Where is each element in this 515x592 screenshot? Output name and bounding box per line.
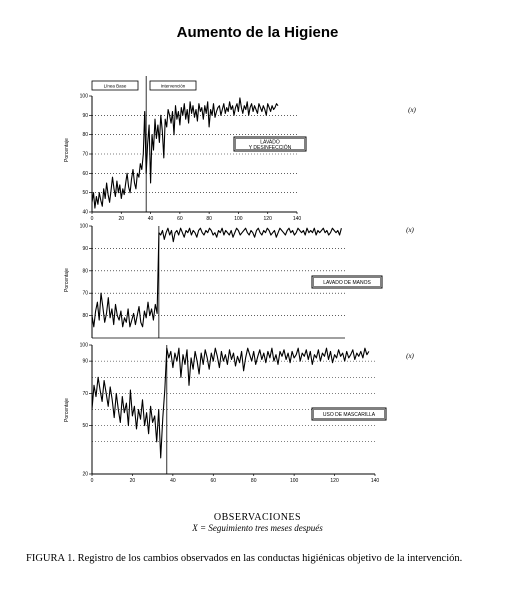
y-tick-label-0-6: 100 <box>79 93 88 100</box>
series-line-2 <box>92 348 369 458</box>
behavior-label-0-0: LAVADO <box>260 139 280 146</box>
x-tick-label-2-3: 60 <box>210 478 217 484</box>
y-tick-label-1-0: 80 <box>82 313 88 320</box>
y-tick-label-1-4: 100 <box>79 223 88 230</box>
y-tick-label-2-4: 100 <box>79 342 88 349</box>
y-tick-label-1-3: 90 <box>82 245 88 252</box>
behavior-label-0-1: Y DESINFECCIÓN <box>248 144 292 151</box>
x-tick-label-0-3: 60 <box>177 216 183 222</box>
followup-mark-0: (x) <box>408 106 416 114</box>
x-tick-label-0-5: 100 <box>234 216 243 222</box>
phase-label-intervention: Intervención <box>160 83 186 89</box>
y-tick-label-0-5: 90 <box>82 112 88 119</box>
followup-mark-1: (x) <box>406 226 414 234</box>
y-tick-label-0-2: 60 <box>82 170 88 177</box>
y-axis-title-0: Porcentaje <box>64 138 70 162</box>
x-tick-label-0-0: 0 <box>90 216 94 222</box>
x-tick-label-2-7: 140 <box>370 478 380 484</box>
x-tick-label-0-7: 140 <box>292 216 302 222</box>
followup-mark-2: (x) <box>406 352 414 360</box>
behavior-label-2-0: USO DE MASCARILLA <box>322 412 376 418</box>
x-tick-label-2-4: 80 <box>250 478 257 484</box>
series-line-1 <box>92 228 341 327</box>
figure-caption: FIGURA 1. Registro de los cambios observados en las conductas higiénicas objetivo de la intervención. <box>26 553 463 564</box>
x-axis-label: OBSERVACIONES <box>213 512 302 523</box>
x-axis-note: X = Seguimiento tres meses después <box>192 523 323 533</box>
figure-title: Aumento de la Higiene <box>176 24 339 41</box>
x-tick-label-0-2: 40 <box>147 216 154 222</box>
x-tick-label-2-5: 100 <box>289 478 299 484</box>
y-tick-label-2-3: 90 <box>82 358 88 365</box>
y-tick-label-2-2: 70 <box>82 390 88 397</box>
y-tick-label-2-1: 50 <box>82 423 88 430</box>
y-tick-label-0-1: 50 <box>82 190 88 197</box>
x-tick-label-0-6: 120 <box>263 216 272 222</box>
y-tick-label-0-3: 70 <box>82 151 88 158</box>
y-tick-label-0-0: 40 <box>82 209 88 216</box>
x-tick-label-0-1: 20 <box>118 216 125 222</box>
x-tick-label-2-0: 0 <box>90 478 94 484</box>
y-tick-label-1-1: 70 <box>82 290 88 297</box>
phase-label-baseline: Línea Base <box>103 83 127 89</box>
x-tick-label-2-2: 40 <box>170 478 176 484</box>
y-tick-label-2-0: 20 <box>82 471 88 478</box>
x-tick-label-0-4: 80 <box>206 216 212 222</box>
x-tick-label-2-6: 120 <box>330 478 339 484</box>
y-tick-label-0-4: 80 <box>82 132 88 139</box>
series-line-0 <box>92 98 278 208</box>
y-tick-label-1-2: 80 <box>82 268 88 275</box>
y-axis-title-2: Porcentaje <box>64 398 70 422</box>
y-axis-title-1: Porcentaje <box>64 268 70 292</box>
x-tick-label-2-1: 20 <box>129 478 136 484</box>
behavior-label-1-0: LAVADO DE MANOS <box>323 280 371 286</box>
